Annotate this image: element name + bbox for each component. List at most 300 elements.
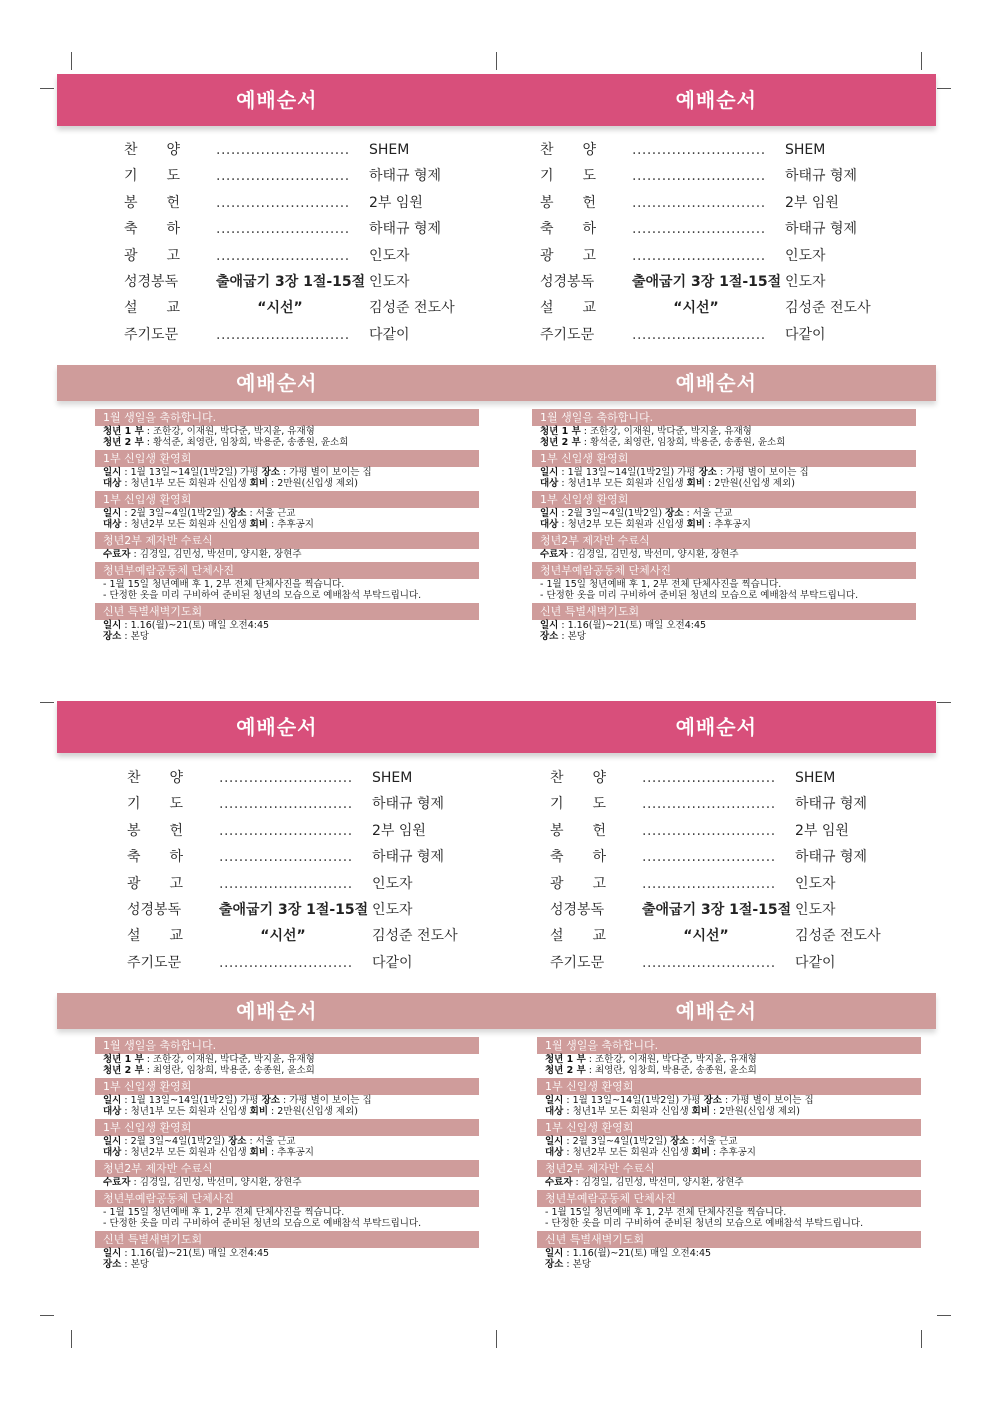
header-band-lower: [57, 701, 936, 753]
notice-section: [95, 409, 479, 448]
notice-key: 장소: [703, 1095, 722, 1106]
notice-panel: [95, 1035, 479, 1270]
order-label: 주기도문: [540, 326, 595, 343]
notice-line: [537, 1065, 921, 1076]
dot-leader: ...........................: [642, 770, 776, 786]
notice-line: [95, 579, 479, 590]
notice-title: 예배순서: [675, 999, 757, 1023]
order-value: 인도자: [785, 273, 826, 290]
order-row: [550, 871, 950, 897]
notice-key: 대상: [545, 1147, 564, 1158]
order-detail: [632, 163, 766, 189]
order-row: [127, 897, 527, 923]
notice-text: : 청년1부 모든 회원과 신입생: [121, 1106, 250, 1117]
notice-text: : 청년2부 모든 회원과 신입생: [121, 519, 250, 530]
notice-line: [95, 620, 479, 631]
dot-leader: ...........................: [642, 875, 776, 892]
notice-text: - 1월 15일 청년예배 후 1, 2부 전체 단체사진을 찍습니다.: [540, 579, 782, 590]
order-row: [124, 295, 524, 321]
notice-line: [532, 579, 916, 590]
order-label: 기 도: [127, 796, 183, 813]
order-value: 인도자: [372, 875, 413, 892]
dot-leader: ...........................: [219, 954, 353, 971]
dot-leader: ...........................: [642, 796, 776, 813]
notice-text: : 본당: [563, 1259, 591, 1270]
notice-section-title: 1월 생일을 축하합니다.: [532, 409, 916, 426]
notice-line: [532, 519, 916, 530]
order-row: [540, 163, 940, 189]
notice-key: 장소: [545, 1259, 564, 1270]
order-label: 축 하: [550, 849, 606, 866]
order-value: 2부 임원: [795, 822, 849, 839]
notice-section: [532, 409, 916, 448]
dot-leader: ...........................: [219, 822, 353, 839]
order-label: 설 교: [550, 928, 606, 945]
notice-section: [537, 1037, 921, 1076]
notice-line: [537, 1095, 921, 1106]
notice-text: : 김경일, 김민성, 박선미, 양시환, 장현주: [572, 1177, 744, 1188]
crop-mark: [71, 1330, 72, 1348]
notice-line: [532, 478, 916, 489]
notice-line: [532, 437, 916, 448]
notice-line: [532, 549, 916, 560]
notice-text: : 조한강, 이재원, 박다준, 박지윤, 유재형: [580, 426, 752, 437]
notice-section-title: 1부 신입생 환영회: [532, 491, 916, 508]
notice-section: [95, 450, 479, 489]
order-value: 2부 임원: [372, 822, 426, 839]
notice-text: : 서울 근교: [246, 508, 296, 519]
notice-key: 대상: [103, 1147, 122, 1158]
notice-section: [532, 491, 916, 530]
order-detail: [219, 765, 353, 791]
notice-key: 일시: [545, 1248, 564, 1259]
order-row: [550, 791, 950, 817]
notice-key: 대상: [545, 1106, 564, 1117]
notice-key: 대상: [540, 519, 559, 530]
notice-text: : 황석준, 최영란, 임창희, 박용준, 송종원, 윤소희: [143, 437, 349, 448]
notice-section-title: 청년부예람공동체 단체사진: [537, 1190, 921, 1207]
order-label: 성경봉독: [124, 273, 179, 290]
notice-key: 일시: [540, 508, 559, 519]
notice-key: 일시: [545, 1095, 564, 1106]
order-detail: [216, 216, 350, 242]
order-label: 광 고: [127, 875, 183, 892]
order-value: 2부 임원: [785, 194, 839, 211]
notice-section: [95, 1037, 479, 1076]
notice-section-title: 신년 특별새벽기도회: [95, 1231, 479, 1248]
notice-line: [95, 478, 479, 489]
order-detail-text: “시선”: [673, 300, 719, 317]
order-detail: [219, 844, 353, 870]
notice-key: 대상: [540, 478, 559, 489]
order-label: 설 교: [124, 300, 180, 317]
notice-key: 회비: [691, 1106, 711, 1117]
order-label: 광 고: [550, 875, 606, 892]
notice-key: 수료자: [540, 549, 568, 560]
order-value: 다같이: [795, 954, 836, 971]
order-label: 찬 양: [127, 770, 183, 786]
order-label: 축 하: [124, 221, 180, 238]
order-value: 다같이: [785, 326, 826, 343]
notice-section: [537, 1160, 921, 1188]
notice-section-title: 1월 생일을 축하합니다.: [537, 1037, 921, 1054]
order-row: [540, 322, 940, 348]
notice-section: [532, 603, 916, 642]
order-row: [550, 923, 950, 949]
notice-text: : 본당: [121, 631, 149, 642]
order-label: 기 도: [550, 796, 606, 813]
notice-line: [532, 631, 916, 642]
notice-panel: [532, 407, 916, 642]
order-detail-text: 출애굽기 3장 1절-15절: [219, 901, 369, 918]
order-value: 하태규 형제: [369, 221, 442, 238]
notice-key: 수료자: [545, 1177, 573, 1188]
notice-key: 회비: [686, 478, 706, 489]
notice-section: [95, 562, 479, 601]
notice-line: [95, 1106, 479, 1117]
order-label: 기 도: [124, 168, 180, 185]
notice-text: : 1.16(월)~21(토) 매일 오전4:45: [558, 620, 707, 631]
order-detail: [216, 269, 366, 295]
notice-text: : 가평 별이 보이는 집: [721, 1095, 814, 1106]
order-label: 축 하: [540, 221, 596, 238]
notice-key: 일시: [540, 620, 559, 631]
notice-text: : 1월 13일~14일(1박2일) 가평: [121, 1095, 262, 1106]
dot-leader: ...........................: [642, 849, 776, 866]
notice-text: : 본당: [121, 1259, 149, 1270]
notice-text: : 서울 근교: [246, 1136, 296, 1147]
order-label: 봉 헌: [127, 822, 183, 839]
notice-text: - 단정한 옷을 미리 구비하여 준비된 청년의 모습으로 예배참석 부탁드립니다.: [540, 590, 859, 601]
crop-mark: [937, 702, 951, 703]
notice-key: 대상: [103, 1106, 122, 1117]
order-label: 봉 헌: [124, 194, 180, 211]
notice-line: [532, 590, 916, 601]
order-value: 하태규 형제: [369, 168, 442, 185]
order-row: [550, 897, 950, 923]
notice-text: : 최영란, 임창희, 박용준, 송종원, 윤소희: [143, 1065, 315, 1076]
notice-text: : 추후공지: [268, 519, 314, 530]
order-row: [124, 243, 524, 269]
order-value: 하태규 형제: [372, 796, 445, 813]
order-label: 찬 양: [550, 770, 606, 786]
page-title: 예배순서: [236, 88, 318, 112]
notice-title: 예배순서: [236, 999, 318, 1023]
page-title: 예배순서: [675, 715, 757, 739]
notice-text: : 청년1부 모든 회원과 신입생: [121, 478, 250, 489]
notice-section: [95, 1190, 479, 1229]
page-title: 예배순서: [236, 715, 318, 739]
notice-key: 청년 1 부: [540, 426, 581, 437]
notice-line: [532, 467, 916, 478]
order-row: [550, 844, 950, 870]
notice-key: 수료자: [103, 549, 131, 560]
order-value: 2부 임원: [369, 194, 423, 211]
notice-text: : 추후공지: [710, 1147, 756, 1158]
crop-mark: [921, 1330, 922, 1348]
order-row: [540, 137, 940, 163]
order-row: [550, 950, 950, 976]
dot-leader: ...........................: [219, 770, 353, 786]
notice-key: 장소: [261, 467, 280, 478]
notice-text: : 최영란, 임창희, 박용준, 송종원, 윤소희: [585, 1065, 757, 1076]
notice-key: 일시: [103, 467, 122, 478]
dot-leader: ...........................: [632, 142, 766, 158]
notice-text: : 가평 별이 보이는 집: [279, 467, 372, 478]
notice-key: 회비: [249, 478, 269, 489]
notice-text: : 2만원(신입생 제외): [268, 1106, 358, 1117]
order-detail: [642, 818, 776, 844]
notice-section: [537, 1119, 921, 1158]
order-detail: [219, 923, 347, 949]
crop-mark: [40, 88, 54, 89]
order-label: 성경봉독: [127, 901, 182, 918]
notice-section: [537, 1231, 921, 1270]
notice-key: 청년 1 부: [103, 1054, 144, 1065]
order-detail-text: 출애굽기 3장 1절-15절: [216, 273, 366, 290]
notice-text: : 청년2부 모든 회원과 신입생: [563, 1147, 692, 1158]
order-value: 하태규 형제: [795, 796, 868, 813]
order-label: 광 고: [124, 247, 180, 264]
notice-key: 회비: [249, 1147, 269, 1158]
order-row: [124, 163, 524, 189]
order-row: [127, 844, 527, 870]
notice-section-title: 1부 신입생 환영회: [95, 450, 479, 467]
notice-key: 회비: [686, 519, 706, 530]
notice-line: [95, 1065, 479, 1076]
order-detail: [219, 791, 353, 817]
notice-text: : 청년2부 모든 회원과 신입생: [558, 519, 687, 530]
notice-section-title: 1부 신입생 환영회: [532, 450, 916, 467]
notice-text: : 2만원(신입생 제외): [710, 1106, 800, 1117]
notice-text: : 1.16(월)~21(토) 매일 오전4:45: [121, 1248, 270, 1259]
order-label: 축 하: [127, 849, 183, 866]
crop-mark: [496, 1330, 497, 1348]
notice-section: [95, 1231, 479, 1270]
notice-line: [95, 1248, 479, 1259]
notice-text: : 본당: [558, 631, 586, 642]
order-row: [127, 923, 527, 949]
order-label: 주기도문: [127, 954, 182, 971]
order-detail-text: “시선”: [683, 928, 729, 945]
notice-text: : 가평 별이 보이는 집: [279, 1095, 372, 1106]
worship-order: [127, 765, 527, 976]
dot-leader: ...........................: [219, 875, 353, 892]
order-row: [540, 269, 940, 295]
notice-key: 일시: [540, 467, 559, 478]
notice-section: [537, 1078, 921, 1117]
notice-key: 일시: [103, 508, 122, 519]
dot-leader: ...........................: [632, 247, 766, 264]
order-value: SHEM: [785, 142, 826, 158]
notice-section-title: 청년2부 제자반 수료식: [95, 1160, 479, 1177]
notice-section: [95, 1119, 479, 1158]
notice-text: : 1월 13일~14일(1박2일) 가평: [558, 467, 699, 478]
notice-text: - 1월 15일 청년예배 후 1, 2부 전체 단체사진을 찍습니다.: [103, 579, 345, 590]
notice-text: : 청년2부 모든 회원과 신입생: [121, 1147, 250, 1158]
notice-section-title: 1월 생일을 축하합니다.: [95, 1037, 479, 1054]
notice-line: [95, 1054, 479, 1065]
notice-section: [532, 532, 916, 560]
order-row: [550, 818, 950, 844]
order-row: [124, 269, 524, 295]
notice-key: 장소: [103, 1259, 122, 1270]
order-value: 하태규 형제: [372, 849, 445, 866]
order-value: 인도자: [795, 901, 836, 918]
notice-key: 회비: [249, 1106, 269, 1117]
notice-line: [537, 1248, 921, 1259]
order-row: [127, 818, 527, 844]
notice-line: [537, 1259, 921, 1270]
notice-key: 대상: [103, 478, 122, 489]
notice-text: : 조한강, 이재원, 박다준, 박지윤, 유재형: [143, 1054, 315, 1065]
notice-key: 일시: [103, 1248, 122, 1259]
dot-leader: ...........................: [216, 326, 350, 343]
notice-text: - 단정한 옷을 미리 구비하여 준비된 청년의 모습으로 예배참석 부탁드립니다.: [103, 590, 422, 601]
order-detail: [219, 950, 353, 976]
notice-key: 장소: [228, 508, 247, 519]
order-label: 설 교: [540, 300, 596, 317]
notice-text: : 2월 3일~4일(1박2일): [121, 1136, 229, 1147]
order-detail: [642, 791, 776, 817]
dot-leader: ...........................: [642, 954, 776, 971]
order-value: 다같이: [372, 954, 413, 971]
notice-key: 일시: [103, 1136, 122, 1147]
order-detail: [642, 923, 770, 949]
crop-mark: [937, 88, 951, 89]
notice-section-title: 청년2부 제자반 수료식: [537, 1160, 921, 1177]
notice-line: [532, 426, 916, 437]
notice-text: : 2월 3일~4일(1박2일): [121, 508, 229, 519]
notice-key: 회비: [249, 519, 269, 530]
order-row: [124, 322, 524, 348]
dot-leader: ...........................: [642, 822, 776, 839]
order-detail: [219, 871, 353, 897]
notice-key: 장소: [261, 1095, 280, 1106]
notice-title: 예배순서: [675, 371, 757, 395]
notice-line: [95, 519, 479, 530]
notice-section-title: 1월 생일을 축하합니다.: [95, 409, 479, 426]
order-detail: [632, 137, 766, 163]
order-row: [127, 765, 527, 791]
order-value: 김성준 전도사: [369, 300, 455, 317]
dot-leader: ...........................: [219, 849, 353, 866]
order-row: [540, 190, 940, 216]
header-band-top: [57, 74, 936, 126]
order-label: 봉 헌: [540, 194, 596, 211]
notice-text: : 2월 3일~4일(1박2일): [563, 1136, 671, 1147]
dot-leader: ...........................: [632, 168, 766, 185]
order-detail-text: 출애굽기 3장 1절-15절: [642, 901, 792, 918]
notice-line: [95, 1147, 479, 1158]
order-label: 봉 헌: [550, 822, 606, 839]
order-detail: [216, 190, 350, 216]
notice-section-title: 신년 특별새벽기도회: [95, 603, 479, 620]
notice-line: [537, 1177, 921, 1188]
order-detail: [642, 844, 776, 870]
notice-line: [537, 1136, 921, 1147]
notice-key: 수료자: [103, 1177, 131, 1188]
notice-line: [95, 1095, 479, 1106]
notice-text: : 2월 3일~4일(1박2일): [558, 508, 666, 519]
notice-key: 일시: [103, 1095, 122, 1106]
notice-line: [537, 1207, 921, 1218]
order-detail: [216, 137, 350, 163]
crop-mark: [937, 1315, 951, 1316]
order-detail: [632, 322, 766, 348]
order-value: 김성준 전도사: [785, 300, 871, 317]
notice-text: : 청년1부 모든 회원과 신입생: [563, 1106, 692, 1117]
notice-text: : 김경일, 김민성, 박선미, 양시환, 장현주: [130, 549, 302, 560]
notice-line: [537, 1106, 921, 1117]
notice-section-title: 1부 신입생 환영회: [95, 491, 479, 508]
order-value: 인도자: [372, 901, 413, 918]
notice-section-title: 청년2부 제자반 수료식: [532, 532, 916, 549]
notice-line: [95, 508, 479, 519]
crop-mark: [921, 52, 922, 70]
notice-text: - 1월 15일 청년예배 후 1, 2부 전체 단체사진을 찍습니다.: [545, 1207, 787, 1218]
order-detail: [642, 765, 776, 791]
notice-key: 청년 1 부: [103, 426, 144, 437]
order-value: 인도자: [369, 247, 410, 264]
dot-leader: ...........................: [216, 142, 350, 158]
notice-text: : 2만원(신입생 제외): [268, 478, 358, 489]
notice-key: 장소: [103, 631, 122, 642]
page-title: 예배순서: [675, 88, 757, 112]
order-row: [124, 190, 524, 216]
order-value: 하태규 형제: [795, 849, 868, 866]
notice-line: [95, 467, 479, 478]
notice-key: 회비: [691, 1147, 711, 1158]
order-detail: [632, 243, 766, 269]
notice-line: [537, 1218, 921, 1229]
notice-section: [537, 1190, 921, 1229]
notice-text: : 추후공지: [705, 519, 751, 530]
order-detail: [632, 190, 766, 216]
order-row: [540, 295, 940, 321]
dot-leader: ...........................: [632, 326, 766, 343]
order-label: 광 고: [540, 247, 596, 264]
notice-section-title: 1부 신입생 환영회: [95, 1119, 479, 1136]
notice-key: 대상: [103, 519, 122, 530]
order-value: 인도자: [369, 273, 410, 290]
notice-line: [532, 508, 916, 519]
notice-line: [95, 590, 479, 601]
notice-text: : 1월 13일~14일(1박2일) 가평: [563, 1095, 704, 1106]
notice-key: 일시: [103, 620, 122, 631]
notice-section-title: 1부 신입생 환영회: [537, 1119, 921, 1136]
order-detail: [632, 269, 782, 295]
worship-order: [540, 137, 940, 348]
worship-order: [124, 137, 524, 348]
order-label: 기 도: [540, 168, 596, 185]
order-value: 다같이: [369, 326, 410, 343]
dot-leader: ...........................: [632, 221, 766, 238]
order-row: [127, 791, 527, 817]
notice-text: : 2만원(신입생 제외): [705, 478, 795, 489]
notice-text: - 1월 15일 청년예배 후 1, 2부 전체 단체사진을 찍습니다.: [103, 1207, 345, 1218]
notice-text: : 1.16(월)~21(토) 매일 오전4:45: [121, 620, 270, 631]
notice-text: : 1.16(월)~21(토) 매일 오전4:45: [563, 1248, 712, 1259]
notice-text: : 조한강, 이재원, 박다준, 박지윤, 유재형: [585, 1054, 757, 1065]
notice-text: : 조한강, 이재원, 박다준, 박지윤, 유재형: [143, 426, 315, 437]
notice-header-band-top: [57, 365, 936, 401]
notice-line: [537, 1054, 921, 1065]
order-detail: [632, 295, 760, 321]
order-detail: [642, 871, 776, 897]
notice-section-title: 청년부예람공동체 단체사진: [532, 562, 916, 579]
notice-section-title: 청년2부 제자반 수료식: [95, 532, 479, 549]
